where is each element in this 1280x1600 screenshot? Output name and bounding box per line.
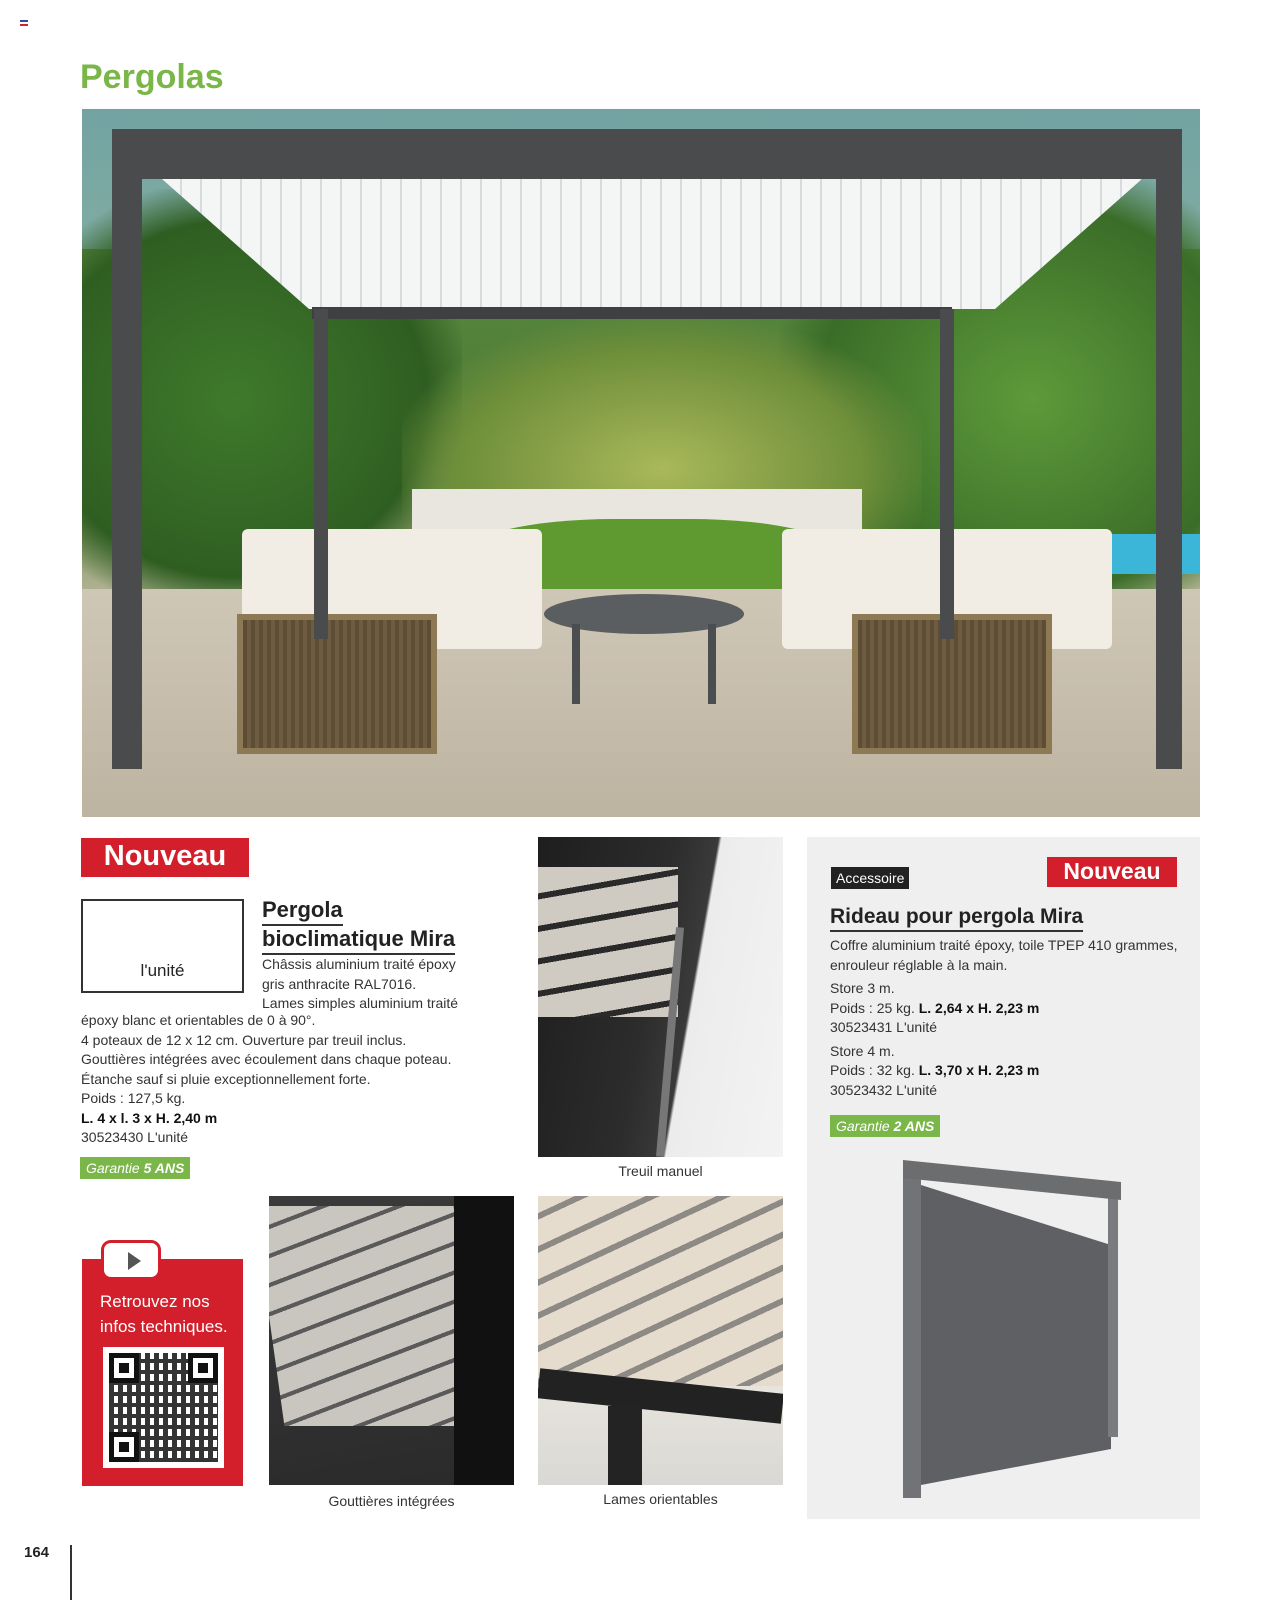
- desc-line: Gouttières intégrées avec écoulement dans chaque poteau.: [81, 1051, 452, 1067]
- gouttieres-caption: Gouttières intégrées: [328, 1493, 455, 1509]
- flag-icon: [20, 20, 28, 26]
- hero-pergola-photo: [82, 109, 1200, 817]
- desc-line: Châssis aluminium traité époxy: [262, 956, 456, 972]
- page-number: 164: [24, 1544, 50, 1561]
- desc-line: Coffre aluminium traité époxy, toile TPEP 410 grammes,: [830, 937, 1178, 953]
- product-description-top: [262, 955, 462, 1014]
- lames-photo: [538, 1196, 783, 1485]
- variant-name: Store 3 m.: [830, 980, 895, 996]
- desc-line: 4 poteaux de 12 x 12 cm. Ouverture par treuil inclus.: [81, 1031, 407, 1048]
- accessory-tag: Accessoire: [831, 867, 909, 889]
- lames-caption: Lames orientables: [603, 1491, 718, 1507]
- product-reference: 30523430 L'unité: [81, 1129, 188, 1145]
- desc-line: Poids : 127,5 kg.: [81, 1090, 186, 1106]
- unit-label: l'unité: [140, 961, 185, 980]
- treuil-photo: [538, 837, 783, 1157]
- technical-info-text: Retrouvez nos infos techniques.: [100, 1292, 228, 1336]
- price-box: [81, 899, 244, 993]
- play-icon[interactable]: [101, 1240, 161, 1280]
- page-divider: [70, 1545, 72, 1600]
- product-dimensions: L. 4 x l. 3 x H. 2,40 m: [81, 1109, 218, 1126]
- qr-code[interactable]: [103, 1347, 224, 1468]
- treuil-caption: Treuil manuel: [618, 1163, 703, 1179]
- desc-line: enrouleur réglable à la main.: [830, 956, 1008, 973]
- variant-dimensions: L. 2,64 x H. 2,23 m: [918, 999, 1040, 1016]
- guarantee-badge: Garantie 5 ANS: [80, 1157, 190, 1179]
- new-badge: Nouveau: [81, 838, 249, 877]
- variant-weight: Poids : 25 kg.: [830, 999, 915, 1016]
- product-title-line1: Pergola: [262, 897, 343, 926]
- variant-reference: 30523432 L'unité: [830, 1081, 937, 1098]
- product-description-body: [81, 1011, 501, 1148]
- new-badge: Nouveau: [1047, 857, 1177, 887]
- desc-line: Étanche sauf si pluie exceptionnellement forte.: [81, 1070, 371, 1087]
- variant-name: Store 4 m.: [830, 1042, 895, 1059]
- variant-dimensions: L. 3,70 x H. 2,23 m: [918, 1062, 1040, 1078]
- desc-line: gris anthracite RAL7016.: [262, 975, 417, 992]
- variant-reference: 30523431 L'unité: [830, 1019, 937, 1035]
- desc-line: Lames simples aluminium traité: [262, 995, 459, 1011]
- accessory-description: [830, 936, 1190, 1104]
- desc-line: époxy blanc et orientables de 0 à 90°.: [81, 1012, 316, 1028]
- product-title: [262, 897, 455, 955]
- guarantee-badge: Garantie 2 ANS: [830, 1115, 940, 1137]
- accessory-title: Rideau pour pergola Mira: [830, 905, 1083, 932]
- variant-weight: Poids : 32 kg.: [830, 1062, 915, 1078]
- page-title: Pergolas: [80, 58, 224, 96]
- product-title-line2: bioclimatique Mira: [262, 926, 455, 955]
- gouttieres-photo: [269, 1196, 514, 1485]
- curtain-product-image: [903, 1160, 1121, 1505]
